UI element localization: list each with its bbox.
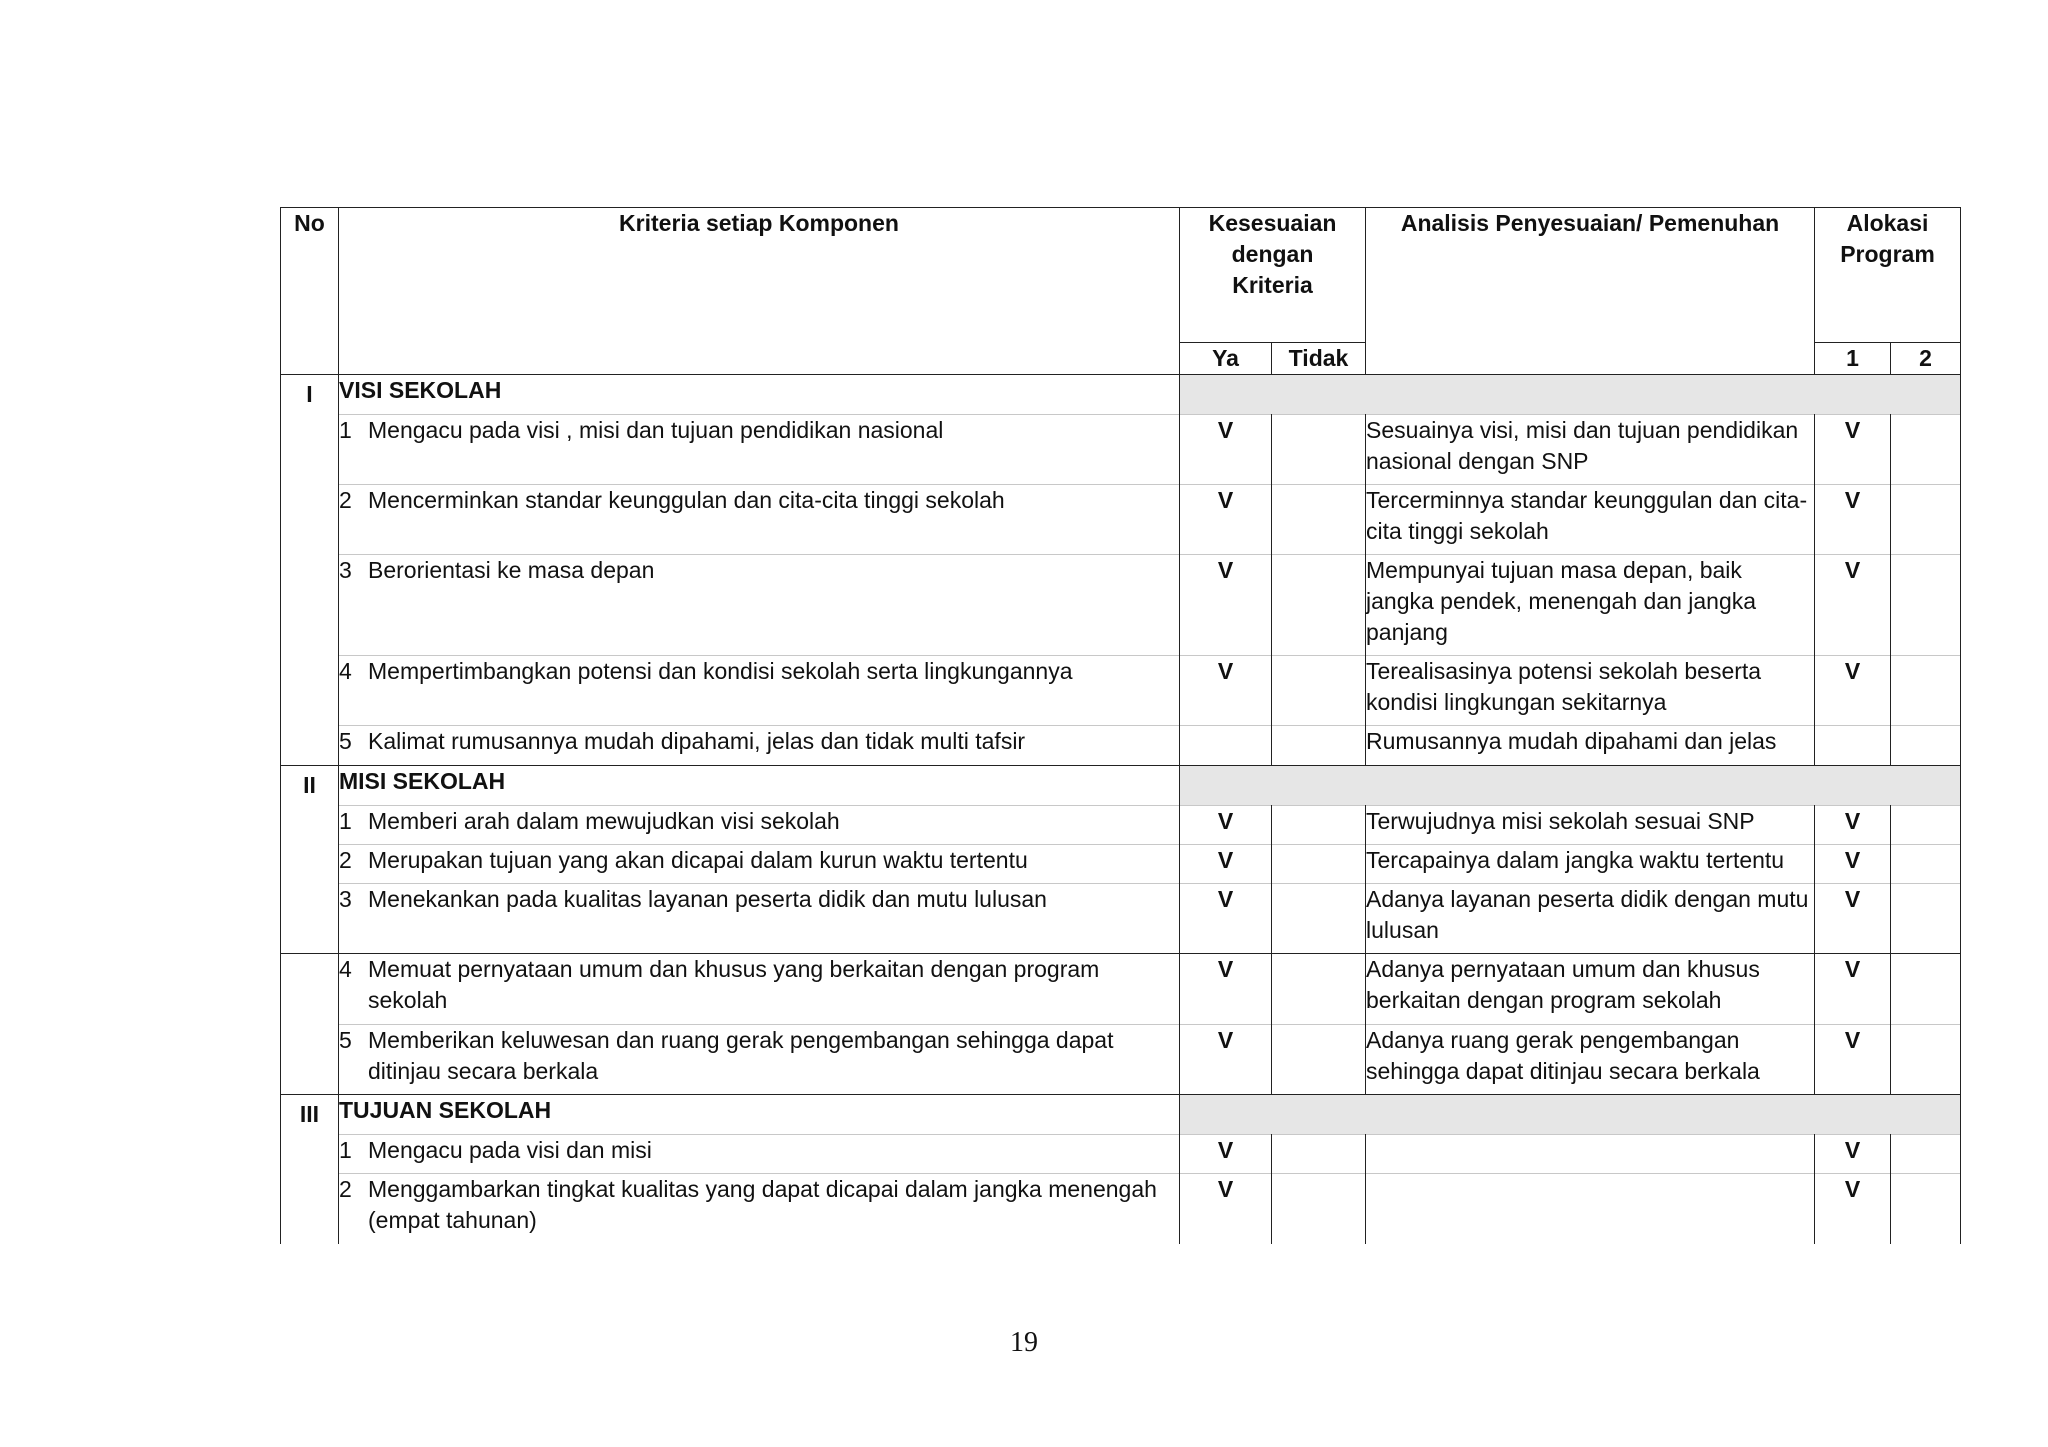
evaluation-table [280,207,1961,1244]
ya-check [1180,726,1272,766]
row-number-cell [281,805,339,844]
ya-check: V [1180,415,1272,485]
program-1-check: V [1815,805,1891,844]
program-2-check [1891,726,1961,766]
section-shade [1180,1095,1961,1135]
criteria-cell [339,883,1180,954]
tidak-check [1272,415,1366,485]
program-1-check: V [1815,1174,1891,1244]
criteria-number: 5 [339,728,352,754]
header-kesesuaian-line: Kesesuaian [1208,210,1337,236]
tidak-check [1272,883,1366,954]
analisis-text [1366,1135,1815,1174]
row-number-cell [281,485,339,555]
program-1-check: V [1815,555,1891,656]
program-1-check: V [1815,844,1891,883]
ya-check: V [1180,656,1272,726]
criteria-number: 4 [339,956,352,982]
row-number-cell [281,1024,339,1095]
analisis-text: Terwujudnya misi sekolah sesuai SNP [1366,805,1815,844]
criteria-cell [339,805,1180,844]
analisis-text: Adanya pernyataan umum dan khusus berkaitan dengan program sekolah [1366,954,1815,1025]
analisis-text: Sesuainya visi, misi dan tujuan pendidikan nasional dengan SNP [1366,415,1815,485]
criteria-row [281,485,1961,555]
header-kriteria: Kriteria setiap Komponen [339,208,1180,375]
criteria-text: Mengacu pada visi , misi dan tujuan pendidikan nasional [368,417,944,443]
criteria-row [281,844,1961,883]
ya-check: V [1180,1135,1272,1174]
ya-check: V [1180,1024,1272,1095]
criteria-row [281,883,1961,954]
criteria-cell [339,415,1180,485]
section-shade [1180,765,1961,805]
row-number-cell [281,656,339,726]
criteria-text: Memberi arah dalam mewujudkan visi sekolah [368,807,840,834]
criteria-cell [339,485,1180,555]
header-kesesuaian-line: Kriteria [1232,272,1313,298]
criteria-cell [339,555,1180,656]
section-row [281,1095,1961,1135]
program-2-check [1891,805,1961,844]
section-number: I [281,375,339,415]
tidak-check [1272,954,1366,1025]
row-number-cell [281,883,339,954]
table-body [281,375,1961,1244]
program-2-check [1891,415,1961,485]
header-alokasi-line: Alokasi [1846,210,1929,236]
row-number-cell [281,415,339,485]
criteria-text: Mempertimbangkan potensi dan kondisi sekolah serta lingkungannya [368,658,1073,684]
program-2-check [1891,1024,1961,1095]
analisis-text: Tercerminnya standar keunggulan dan cita-cita tinggi sekolah [1366,485,1815,555]
criteria-row [281,656,1961,726]
criteria-text: Memberikan keluwesan dan ruang gerak pengembangan sehingga dapat ditinjau secara berkala [368,1026,1114,1084]
header-kesesuaian-line: dengan [1231,241,1314,267]
ya-check: V [1180,883,1272,954]
section-number: III [281,1095,339,1135]
criteria-row [281,726,1961,766]
row-number-cell [281,954,339,1025]
analisis-text: Terealisasinya potensi sekolah beserta kondisi lingkungan sekitarnya [1366,656,1815,726]
criteria-number: 3 [339,557,352,583]
analisis-text: Adanya ruang gerak pengembangan sehingga dapat ditinjau secara berkala [1366,1024,1815,1095]
program-1-check: V [1815,1024,1891,1095]
tidak-check [1272,1174,1366,1244]
tidak-check [1272,844,1366,883]
section-title: MISI SEKOLAH [339,765,1180,805]
row-number-cell [281,555,339,656]
header-analisis: Analisis Penyesuaian/ Pemenuhan [1366,208,1815,375]
row-number-cell [281,1135,339,1174]
criteria-number: 2 [339,487,352,513]
criteria-number: 1 [339,807,352,834]
header-program-2: 2 [1891,343,1961,375]
ya-check: V [1180,844,1272,883]
analisis-text: Mempunyai tujuan masa depan, baik jangka pendek, menengah dan jangka panjang [1366,555,1815,656]
header-alokasi-line: Program [1840,241,1935,267]
tidak-check [1272,485,1366,555]
criteria-text: Kalimat rumusannya mudah dipahami, jelas dan tidak multi tafsir [368,728,1026,754]
criteria-number: 5 [339,1026,352,1053]
criteria-cell [339,844,1180,883]
tidak-check [1272,656,1366,726]
row-number-cell [281,844,339,883]
header-ya: Ya [1180,343,1272,375]
row-number-cell [281,726,339,766]
criteria-row [281,1024,1961,1095]
criteria-cell [339,1024,1180,1095]
program-1-check: V [1815,656,1891,726]
criteria-text: Merupakan tujuan yang akan dicapai dalam kurun waktu tertentu [368,846,1028,873]
criteria-text: Mencerminkan standar keunggulan dan cita-cita tinggi sekolah [368,487,1005,513]
program-1-check: V [1815,1135,1891,1174]
criteria-cell [339,954,1180,1025]
analisis-text: Rumusannya mudah dipahami dan jelas [1366,726,1815,766]
criteria-row [281,1135,1961,1174]
criteria-text: Berorientasi ke masa depan [368,557,655,583]
header-program-1: 1 [1815,343,1891,375]
header-alokasi [1815,208,1961,343]
section-row [281,375,1961,415]
criteria-number: 1 [339,417,352,443]
criteria-number: 3 [339,885,352,912]
section-shade [1180,375,1961,415]
section-title: TUJUAN SEKOLAH [339,1095,1180,1135]
criteria-number: 4 [339,658,352,684]
program-1-check: V [1815,954,1891,1025]
row-number-cell [281,1174,339,1244]
analisis-text: Tercapainya dalam jangka waktu tertentu [1366,844,1815,883]
ya-check: V [1180,954,1272,1025]
program-2-check [1891,656,1961,726]
criteria-text: Menekankan pada kualitas layanan peserta didik dan mutu lulusan [368,885,1047,912]
criteria-row [281,415,1961,485]
program-1-check: V [1815,883,1891,954]
tidak-check [1272,805,1366,844]
criteria-row [281,1174,1961,1244]
criteria-cell [339,1174,1180,1244]
tidak-check [1272,726,1366,766]
program-1-check: V [1815,485,1891,555]
section-number: II [281,765,339,805]
tidak-check [1272,1135,1366,1174]
criteria-number: 2 [339,846,352,873]
criteria-text: Memuat pernyataan umum dan khusus yang berkaitan dengan program sekolah [368,956,1100,1013]
ya-check: V [1180,805,1272,844]
ya-check: V [1180,1174,1272,1244]
criteria-cell [339,1135,1180,1174]
header-kesesuaian [1180,208,1366,343]
tidak-check [1272,555,1366,656]
criteria-row [281,555,1961,656]
program-1-check [1815,726,1891,766]
program-2-check [1891,485,1961,555]
program-2-check [1891,555,1961,656]
program-2-check [1891,954,1961,1025]
header-tidak: Tidak [1272,343,1366,375]
criteria-row [281,805,1961,844]
program-2-check [1891,1174,1961,1244]
section-row [281,765,1961,805]
criteria-cell [339,656,1180,726]
criteria-text: Menggambarkan tingkat kualitas yang dapat dicapai dalam jangka menengah (empat tahunan) [368,1176,1157,1233]
analisis-text: Adanya layanan peserta didik dengan mutu lulusan [1366,883,1815,954]
criteria-text: Mengacu pada visi dan misi [368,1137,652,1163]
ya-check: V [1180,485,1272,555]
page-number: 19 [1010,1327,1038,1358]
analisis-text [1366,1174,1815,1244]
criteria-number: 1 [339,1137,352,1163]
program-2-check [1891,883,1961,954]
program-2-check [1891,1135,1961,1174]
ya-check: V [1180,555,1272,656]
tidak-check [1272,1024,1366,1095]
criteria-row [281,954,1961,1025]
program-2-check [1891,844,1961,883]
header-no: No [281,208,339,375]
program-1-check: V [1815,415,1891,485]
section-title: VISI SEKOLAH [339,375,1180,415]
criteria-number: 2 [339,1176,352,1202]
criteria-cell [339,726,1180,766]
